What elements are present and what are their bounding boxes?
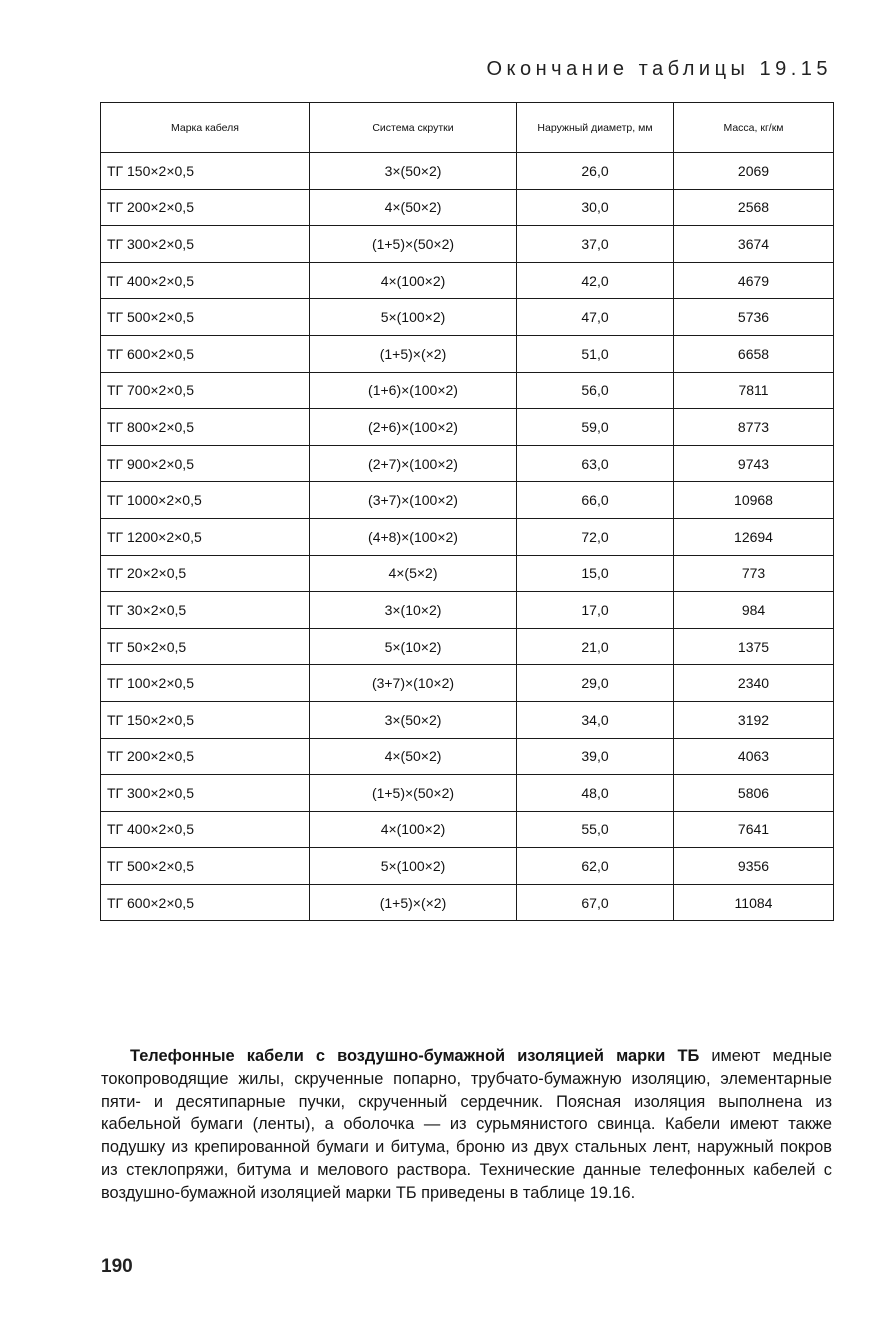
- table-row: [101, 299, 834, 336]
- table-row: [101, 738, 834, 775]
- cell-outer-diameter: 17,0: [517, 592, 674, 629]
- cell-outer-diameter: 51,0: [517, 335, 674, 372]
- cell-mass: 9356: [674, 848, 834, 885]
- cell-outer-diameter: 29,0: [517, 665, 674, 702]
- cell-twist-system: 4×(5×2): [310, 555, 517, 592]
- table-row: [101, 665, 834, 702]
- table-row: [101, 335, 834, 372]
- cell-outer-diameter: 47,0: [517, 299, 674, 336]
- cell-cable-mark: ТГ 50×2×0,5: [101, 628, 310, 665]
- cell-outer-diameter: 66,0: [517, 482, 674, 519]
- cell-twist-system: 4×(100×2): [310, 262, 517, 299]
- header-mass: Масса, кг/км: [674, 103, 834, 153]
- table-row: [101, 226, 834, 263]
- description-paragraph: [101, 1045, 832, 1205]
- cell-twist-system: 3×(10×2): [310, 592, 517, 629]
- header-outer-diameter: Наружный диаметр, мм: [517, 103, 674, 153]
- cell-cable-mark: ТГ 400×2×0,5: [101, 811, 310, 848]
- cell-outer-diameter: 34,0: [517, 701, 674, 738]
- cell-cable-mark: ТГ 700×2×0,5: [101, 372, 310, 409]
- cell-cable-mark: ТГ 800×2×0,5: [101, 409, 310, 446]
- cell-cable-mark: ТГ 500×2×0,5: [101, 848, 310, 885]
- cell-twist-system: (1+5)×(50×2): [310, 226, 517, 263]
- cell-outer-diameter: 30,0: [517, 189, 674, 226]
- cell-cable-mark: ТГ 200×2×0,5: [101, 189, 310, 226]
- cell-mass: 8773: [674, 409, 834, 446]
- paragraph-body: имеют медные токопроводящие жилы, скрученные попарно, трубчато-бумажную изоляцию, элементарные пяти- и десятипарные пучки, скрученный сердечник. Поясная изоляция выполнена из кабельной бумаги (ленты), а оболочка — из сурьмянистого свинца. Кабели имеют также подушку из крепированной бумаги и битума, броню из двух стальных лент, наружный покров из стеклопряжи, битума и мелового раствора. Технические данные телефонных кабелей с воздушно-бумажной изоляцией марки ТБ приведены в таблице 19.16.: [101, 1047, 832, 1202]
- table-row: [101, 592, 834, 629]
- table-row: [101, 372, 834, 409]
- cell-outer-diameter: 56,0: [517, 372, 674, 409]
- cell-cable-mark: ТГ 200×2×0,5: [101, 738, 310, 775]
- table-row: [101, 409, 834, 446]
- header-twist-system: Система скрутки: [310, 103, 517, 153]
- cell-twist-system: 3×(50×2): [310, 701, 517, 738]
- cell-twist-system: (1+5)×(×2): [310, 335, 517, 372]
- cell-mass: 11084: [674, 884, 834, 921]
- table-row: [101, 153, 834, 190]
- cell-mass: 5806: [674, 775, 834, 812]
- table-caption: Окончание таблицы 19.15: [486, 58, 832, 80]
- cell-outer-diameter: 67,0: [517, 884, 674, 921]
- cell-twist-system: (3+7)×(100×2): [310, 482, 517, 519]
- cell-cable-mark: ТГ 100×2×0,5: [101, 665, 310, 702]
- cell-twist-system: 5×(100×2): [310, 848, 517, 885]
- cell-twist-system: (3+7)×(10×2): [310, 665, 517, 702]
- cell-mass: 12694: [674, 518, 834, 555]
- cell-outer-diameter: 42,0: [517, 262, 674, 299]
- cell-twist-system: 4×(50×2): [310, 189, 517, 226]
- cell-twist-system: 5×(100×2): [310, 299, 517, 336]
- cell-twist-system: (4+8)×(100×2): [310, 518, 517, 555]
- cell-mass: 7811: [674, 372, 834, 409]
- cell-twist-system: (2+6)×(100×2): [310, 409, 517, 446]
- cell-cable-mark: ТГ 1000×2×0,5: [101, 482, 310, 519]
- table-row: [101, 445, 834, 482]
- cell-mass: 3192: [674, 701, 834, 738]
- table-row: [101, 811, 834, 848]
- cell-cable-mark: ТГ 150×2×0,5: [101, 701, 310, 738]
- cell-twist-system: (2+7)×(100×2): [310, 445, 517, 482]
- cell-cable-mark: ТГ 400×2×0,5: [101, 262, 310, 299]
- cell-outer-diameter: 26,0: [517, 153, 674, 190]
- paragraph-lead: Телефонные кабели с воздушно-бумажной изоляцией марки ТБ: [130, 1047, 700, 1065]
- table-row: [101, 884, 834, 921]
- cell-outer-diameter: 63,0: [517, 445, 674, 482]
- cell-mass: 4063: [674, 738, 834, 775]
- cell-twist-system: (1+5)×(×2): [310, 884, 517, 921]
- cell-mass: 4679: [674, 262, 834, 299]
- cell-twist-system: 3×(50×2): [310, 153, 517, 190]
- cell-twist-system: (1+5)×(50×2): [310, 775, 517, 812]
- cell-mass: 1375: [674, 628, 834, 665]
- table-row: [101, 518, 834, 555]
- cable-table: [100, 102, 834, 921]
- cell-mass: 3674: [674, 226, 834, 263]
- cell-twist-system: (1+6)×(100×2): [310, 372, 517, 409]
- table-row: [101, 775, 834, 812]
- table-row: [101, 555, 834, 592]
- cell-cable-mark: ТГ 20×2×0,5: [101, 555, 310, 592]
- cell-outer-diameter: 39,0: [517, 738, 674, 775]
- table-header-row: [101, 103, 834, 153]
- cell-cable-mark: ТГ 150×2×0,5: [101, 153, 310, 190]
- table-body: [101, 153, 834, 921]
- cell-outer-diameter: 21,0: [517, 628, 674, 665]
- cell-mass: 6658: [674, 335, 834, 372]
- cell-cable-mark: ТГ 900×2×0,5: [101, 445, 310, 482]
- cell-cable-mark: ТГ 300×2×0,5: [101, 775, 310, 812]
- cell-outer-diameter: 62,0: [517, 848, 674, 885]
- cell-mass: 9743: [674, 445, 834, 482]
- cell-outer-diameter: 55,0: [517, 811, 674, 848]
- cell-outer-diameter: 48,0: [517, 775, 674, 812]
- cell-twist-system: 5×(10×2): [310, 628, 517, 665]
- cell-twist-system: 4×(50×2): [310, 738, 517, 775]
- page-number: 190: [101, 1256, 133, 1277]
- cell-cable-mark: ТГ 600×2×0,5: [101, 335, 310, 372]
- cell-cable-mark: ТГ 1200×2×0,5: [101, 518, 310, 555]
- cell-mass: 984: [674, 592, 834, 629]
- cell-cable-mark: ТГ 30×2×0,5: [101, 592, 310, 629]
- cell-mass: 2568: [674, 189, 834, 226]
- cell-mass: 7641: [674, 811, 834, 848]
- cell-outer-diameter: 72,0: [517, 518, 674, 555]
- cell-cable-mark: ТГ 600×2×0,5: [101, 884, 310, 921]
- cell-cable-mark: ТГ 300×2×0,5: [101, 226, 310, 263]
- cell-mass: 773: [674, 555, 834, 592]
- cell-twist-system: 4×(100×2): [310, 811, 517, 848]
- table-row: [101, 848, 834, 885]
- table-row: [101, 262, 834, 299]
- cell-outer-diameter: 37,0: [517, 226, 674, 263]
- table-row: [101, 482, 834, 519]
- table-row: [101, 628, 834, 665]
- cell-cable-mark: ТГ 500×2×0,5: [101, 299, 310, 336]
- cell-mass: 10968: [674, 482, 834, 519]
- cell-outer-diameter: 59,0: [517, 409, 674, 446]
- cell-mass: 2069: [674, 153, 834, 190]
- cell-mass: 2340: [674, 665, 834, 702]
- cell-mass: 5736: [674, 299, 834, 336]
- table-row: [101, 189, 834, 226]
- header-cable-mark: Марка кабеля: [101, 103, 310, 153]
- table-row: [101, 701, 834, 738]
- cell-outer-diameter: 15,0: [517, 555, 674, 592]
